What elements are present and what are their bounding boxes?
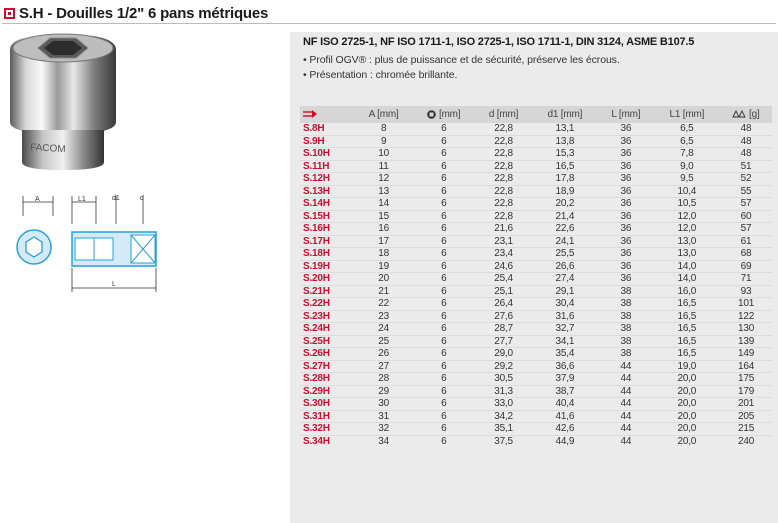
- red-square-icon: [4, 8, 15, 19]
- socket-photo: [8, 30, 118, 172]
- cell-ref: S.12H: [300, 173, 355, 186]
- cell-d: 22,8: [475, 198, 531, 211]
- cell-d1: 44,9: [532, 435, 598, 447]
- cell-ref: S.25H: [300, 335, 355, 348]
- cell-drive: 6: [412, 298, 475, 311]
- cell-d1: 22,6: [532, 223, 598, 236]
- table-row: [300, 335, 772, 348]
- cell-drive: 6: [412, 360, 475, 373]
- cell-a: 10: [355, 148, 412, 161]
- cell-l: 36: [598, 210, 654, 223]
- column-header-drive: [412, 106, 475, 123]
- table-row: [300, 410, 772, 423]
- column-header-l1: L1 [mm]: [654, 106, 720, 123]
- cell-ref: S.21H: [300, 285, 355, 298]
- cell-l: 36: [620, 123, 632, 134]
- cell-weight: 57: [720, 223, 772, 236]
- cell-l: 36: [598, 148, 654, 161]
- column-header-weight: [720, 106, 772, 123]
- cell-a: 20: [355, 273, 412, 286]
- table-row: [300, 123, 772, 135]
- cell-d1: 18,9: [532, 185, 598, 198]
- cell-weight: 130: [720, 323, 772, 336]
- cell-ref: S.11H: [300, 160, 355, 173]
- cell-d: 25,4: [475, 273, 531, 286]
- cell-l: 44: [598, 373, 654, 386]
- table-row: [300, 248, 772, 261]
- column-header-l: L [mm]: [598, 106, 654, 123]
- cell-l: 44: [598, 435, 654, 447]
- cell-a: 9: [355, 135, 412, 148]
- cell-l1: 10,4: [654, 185, 720, 198]
- cell-weight: 149: [720, 348, 772, 361]
- cell-ref: S.19H: [300, 260, 355, 273]
- cell-drive: 6: [412, 185, 475, 198]
- cell-l1: 20,0: [654, 410, 720, 423]
- table-row: [300, 273, 772, 286]
- table-row: [300, 285, 772, 298]
- feature-bullet: • Présentation : chromée brillante.: [303, 69, 458, 81]
- table-row: [300, 323, 772, 336]
- cell-ref: S.29H: [300, 385, 355, 398]
- column-header-a: A [mm]: [355, 106, 412, 123]
- technical-drawing: [10, 192, 170, 297]
- cell-l1: 6,5: [654, 135, 720, 148]
- cell-d1: 35,4: [532, 348, 598, 361]
- cell-d1: 20,2: [532, 198, 598, 211]
- cell-drive: 6: [412, 235, 475, 248]
- cell-d: 22,8: [475, 210, 531, 223]
- cell-d1: 36,6: [532, 360, 598, 373]
- cell-weight: 71: [720, 273, 772, 286]
- page-header: [4, 3, 268, 23]
- table-header-row: [300, 106, 772, 123]
- cell-drive: 6: [412, 173, 475, 186]
- cell-l: 38: [598, 323, 654, 336]
- cell-drive: 6: [412, 285, 475, 298]
- cell-l: 38: [598, 348, 654, 361]
- cell-ref: S.17H: [300, 235, 355, 248]
- cell-weight: 51: [720, 160, 772, 173]
- table-row: [300, 360, 772, 373]
- cell-a: 17: [355, 235, 412, 248]
- cell-d: 28,7: [475, 323, 531, 336]
- table-row: [300, 423, 772, 436]
- column-header-drive-unit: [mm]: [438, 109, 461, 120]
- table-row: [300, 373, 772, 386]
- cell-weight: 179: [720, 385, 772, 398]
- cell-weight: 68: [720, 248, 772, 261]
- cell-weight: 101: [720, 298, 772, 311]
- cell-a: 28: [355, 373, 412, 386]
- cell-weight: 55: [720, 185, 772, 198]
- cell-weight: 52: [720, 173, 772, 186]
- cell-d1: 31,6: [532, 310, 598, 323]
- cell-weight: 139: [720, 335, 772, 348]
- cell-l: 38: [598, 310, 654, 323]
- cell-d: 29,0: [475, 348, 531, 361]
- cell-d: 35,1: [475, 423, 531, 436]
- header-divider: [2, 23, 776, 24]
- cell-l1: 19,0: [654, 360, 720, 373]
- table-row: [300, 310, 772, 323]
- table-row: [300, 148, 772, 161]
- cell-a: 31: [355, 410, 412, 423]
- cell-ref: S.30H: [300, 398, 355, 411]
- cell-d: 27,6: [475, 310, 531, 323]
- cell-d: 23,1: [475, 235, 531, 248]
- cell-d1: 21,4: [532, 210, 598, 223]
- cell-d: 22,8: [475, 160, 531, 173]
- cell-l: 36: [598, 235, 654, 248]
- cell-a: 34: [355, 435, 412, 447]
- cell-d1: 26,6: [532, 260, 598, 273]
- dim-label-d1: d1: [112, 195, 120, 202]
- cell-ref: S.23H: [300, 310, 355, 323]
- dim-label-a: A: [35, 196, 40, 203]
- cell-drive: 6: [412, 435, 475, 447]
- cell-a: 32: [355, 423, 412, 436]
- table-row: [300, 198, 772, 211]
- cell-d: 29,2: [475, 360, 531, 373]
- page-title: S.H - Douilles 1/2" 6 pans métriques: [19, 4, 269, 22]
- cell-a: 26: [355, 348, 412, 361]
- cell-d: 31,3: [475, 385, 531, 398]
- table-row: [300, 173, 772, 186]
- cell-a: 12: [355, 173, 412, 186]
- cell-d1: 13,8: [532, 135, 598, 148]
- cell-ref: S.27H: [300, 360, 355, 373]
- cell-d: 24,6: [475, 260, 531, 273]
- cell-d: 21,6: [475, 223, 531, 236]
- cell-weight: 240: [720, 435, 772, 447]
- cell-d1: 29,1: [532, 285, 598, 298]
- cell-weight: 93: [720, 285, 772, 298]
- cell-l: 36: [598, 160, 654, 173]
- cell-l: 36: [598, 248, 654, 261]
- spec-table: [300, 106, 772, 447]
- weight-icon: [732, 110, 746, 118]
- cell-weight: 215: [720, 423, 772, 436]
- cell-weight: 48: [720, 135, 772, 148]
- cell-d1: 38,7: [532, 385, 598, 398]
- cell-d1: 25,5: [532, 248, 598, 261]
- cell-l1: 9,5: [654, 173, 720, 186]
- cell-weight: 61: [720, 235, 772, 248]
- cell-a: 14: [355, 198, 412, 211]
- cell-d1: 30,4: [532, 298, 598, 311]
- cell-d: 22,8: [475, 148, 531, 161]
- cell-l1: 16,5: [654, 348, 720, 361]
- cell-weight: 205: [720, 410, 772, 423]
- table-row: [300, 185, 772, 198]
- cell-ref: S.22H: [300, 298, 355, 311]
- cell-l: 36: [598, 198, 654, 211]
- cell-d: 22,8: [475, 173, 531, 186]
- cell-d: 37,5: [475, 435, 531, 447]
- cell-d1: 16,5: [532, 160, 598, 173]
- cell-a: 25: [355, 335, 412, 348]
- cell-l1: 12,0: [654, 210, 720, 223]
- cell-weight: 48: [740, 123, 752, 134]
- cell-l1: 16,5: [654, 310, 720, 323]
- cell-d: 23,4: [475, 248, 531, 261]
- cell-a: 15: [355, 210, 412, 223]
- cell-l1: 14,0: [654, 260, 720, 273]
- cell-l1: 20,0: [654, 435, 720, 447]
- cell-ref: S.18H: [300, 248, 355, 261]
- table-row: [300, 135, 772, 148]
- column-header-weight-unit: [g]: [749, 109, 760, 120]
- cell-drive: 6: [412, 385, 475, 398]
- reference-arrow-icon: [303, 110, 317, 118]
- cell-ref: S.16H: [300, 223, 355, 236]
- cell-l1: 16,0: [654, 285, 720, 298]
- cell-weight: 60: [720, 210, 772, 223]
- standards-text: NF ISO 2725-1, NF ISO 1711-1, ISO 2725-1, ISO 1711-1, DIN 3124, ASME B107.5: [303, 36, 695, 48]
- cell-drive: 6: [412, 310, 475, 323]
- column-header-d: d [mm]: [475, 106, 531, 123]
- cell-drive: 6: [412, 323, 475, 336]
- cell-weight: 164: [720, 360, 772, 373]
- cell-drive: 6: [412, 373, 475, 386]
- cell-drive: 6: [412, 198, 475, 211]
- svg-text:FACOM: FACOM: [29, 142, 66, 156]
- table-row: [300, 260, 772, 273]
- cell-ref: S.24H: [300, 323, 355, 336]
- cell-d1: 34,1: [532, 335, 598, 348]
- cell-drive: 6: [412, 135, 475, 148]
- table-row: [300, 385, 772, 398]
- cell-d: 27,7: [475, 335, 531, 348]
- cell-a: 13: [355, 185, 412, 198]
- cell-l: 44: [598, 398, 654, 411]
- cell-ref: S.15H: [300, 210, 355, 223]
- cell-drive: 6: [412, 335, 475, 348]
- cell-a: 27: [355, 360, 412, 373]
- cell-d1: 42,6: [532, 423, 598, 436]
- cell-l1: 14,0: [654, 273, 720, 286]
- feature-bullet: • Profil OGV® : plus de puissance et de sécurité, préserve les écrous.: [303, 54, 620, 66]
- cell-d1: 37,9: [532, 373, 598, 386]
- cell-l1: 16,5: [654, 335, 720, 348]
- cell-weight: 48: [720, 148, 772, 161]
- cell-a: 24: [355, 323, 412, 336]
- cell-l1: 20,0: [654, 398, 720, 411]
- table-row: [300, 398, 772, 411]
- cell-l: 44: [598, 423, 654, 436]
- cell-l: 36: [598, 185, 654, 198]
- cell-a: 19: [355, 260, 412, 273]
- cell-l1: 10,5: [654, 198, 720, 211]
- cell-d1: 27,4: [532, 273, 598, 286]
- cell-l1: 9,0: [654, 160, 720, 173]
- cell-l1: 16,5: [654, 298, 720, 311]
- cell-l: 38: [598, 335, 654, 348]
- cell-l1: 13,0: [654, 248, 720, 261]
- dim-label-l: L: [112, 281, 116, 288]
- cell-weight: 122: [720, 310, 772, 323]
- cell-l: 36: [598, 135, 654, 148]
- cell-drive: 6: [412, 210, 475, 223]
- cell-drive: 6: [412, 348, 475, 361]
- cell-d: 22,8: [475, 185, 531, 198]
- cell-drive: 6: [412, 260, 475, 273]
- ref-column-header: [300, 106, 355, 123]
- cell-d: 22,8: [475, 135, 531, 148]
- cell-a: 18: [355, 248, 412, 261]
- cell-drive: 6: [412, 273, 475, 286]
- cell-d: 33,0: [475, 398, 531, 411]
- cell-l1: 6,5: [680, 123, 694, 134]
- cell-weight: 175: [720, 373, 772, 386]
- cell-l1: 20,0: [654, 423, 720, 436]
- cell-ref: S.26H: [300, 348, 355, 361]
- cell-l: 36: [598, 260, 654, 273]
- dim-label-d: d: [140, 195, 144, 202]
- table-row: [300, 435, 772, 447]
- cell-ref: S.34H: [300, 435, 355, 447]
- cell-d: 30,5: [475, 373, 531, 386]
- table-row: [300, 223, 772, 236]
- cell-drive: 6: [412, 248, 475, 261]
- cell-drive: 6: [441, 123, 447, 134]
- cell-l: 44: [598, 360, 654, 373]
- cell-l1: 20,0: [654, 373, 720, 386]
- cell-ref: S.31H: [300, 410, 355, 423]
- cell-d1: 17,8: [532, 173, 598, 186]
- cell-d1: 40,4: [532, 398, 598, 411]
- dim-label-l1: L1: [78, 196, 86, 203]
- cell-l: 36: [598, 223, 654, 236]
- table-row: [300, 235, 772, 248]
- cell-ref: S.9H: [300, 135, 355, 148]
- cell-a: 11: [355, 160, 412, 173]
- cell-l: 36: [598, 273, 654, 286]
- cell-ref: S.14H: [300, 198, 355, 211]
- cell-d: 26,4: [475, 298, 531, 311]
- cell-ref: S.20H: [300, 273, 355, 286]
- cell-d: 22,8: [494, 123, 513, 134]
- cell-drive: 6: [412, 223, 475, 236]
- table-row: [300, 210, 772, 223]
- cell-l1: 13,0: [654, 235, 720, 248]
- cell-ref: S.8H: [303, 123, 325, 134]
- cell-weight: 201: [720, 398, 772, 411]
- square-drive-icon: [427, 110, 436, 119]
- table-row: [300, 348, 772, 361]
- cell-d1: 13,1: [555, 123, 575, 134]
- cell-d1: 15,3: [532, 148, 598, 161]
- cell-ref: S.28H: [300, 373, 355, 386]
- cell-a: 21: [355, 285, 412, 298]
- cell-a: 29: [355, 385, 412, 398]
- cell-weight: 57: [720, 198, 772, 211]
- cell-drive: 6: [412, 410, 475, 423]
- cell-l: 38: [598, 298, 654, 311]
- cell-d1: 41,6: [532, 410, 598, 423]
- cell-l1: 16,5: [654, 323, 720, 336]
- cell-l1: 20,0: [654, 385, 720, 398]
- cell-a: 16: [355, 223, 412, 236]
- table-row: [300, 298, 772, 311]
- cell-l1: 12,0: [654, 223, 720, 236]
- cell-a: 22: [355, 298, 412, 311]
- cell-l: 36: [598, 173, 654, 186]
- cell-ref: S.10H: [300, 148, 355, 161]
- cell-weight: 69: [720, 260, 772, 273]
- cell-l1: 7,8: [654, 148, 720, 161]
- cell-l: 44: [598, 385, 654, 398]
- cell-drive: 6: [412, 423, 475, 436]
- cell-ref: S.13H: [300, 185, 355, 198]
- cell-l: 44: [598, 410, 654, 423]
- cell-d: 34,2: [475, 410, 531, 423]
- cell-a: 30: [355, 398, 412, 411]
- cell-a: 8: [380, 123, 387, 134]
- table-row: [300, 160, 772, 173]
- cell-a: 23: [355, 310, 412, 323]
- cell-drive: 6: [412, 148, 475, 161]
- cell-l: 38: [598, 285, 654, 298]
- column-header-d1: d1 [mm]: [532, 106, 598, 123]
- cell-ref: S.32H: [300, 423, 355, 436]
- spec-panel: [290, 32, 778, 523]
- cell-d: 25,1: [475, 285, 531, 298]
- cell-drive: 6: [412, 160, 475, 173]
- cell-d1: 24,1: [532, 235, 598, 248]
- cell-d1: 32,7: [532, 323, 598, 336]
- cell-drive: 6: [412, 398, 475, 411]
